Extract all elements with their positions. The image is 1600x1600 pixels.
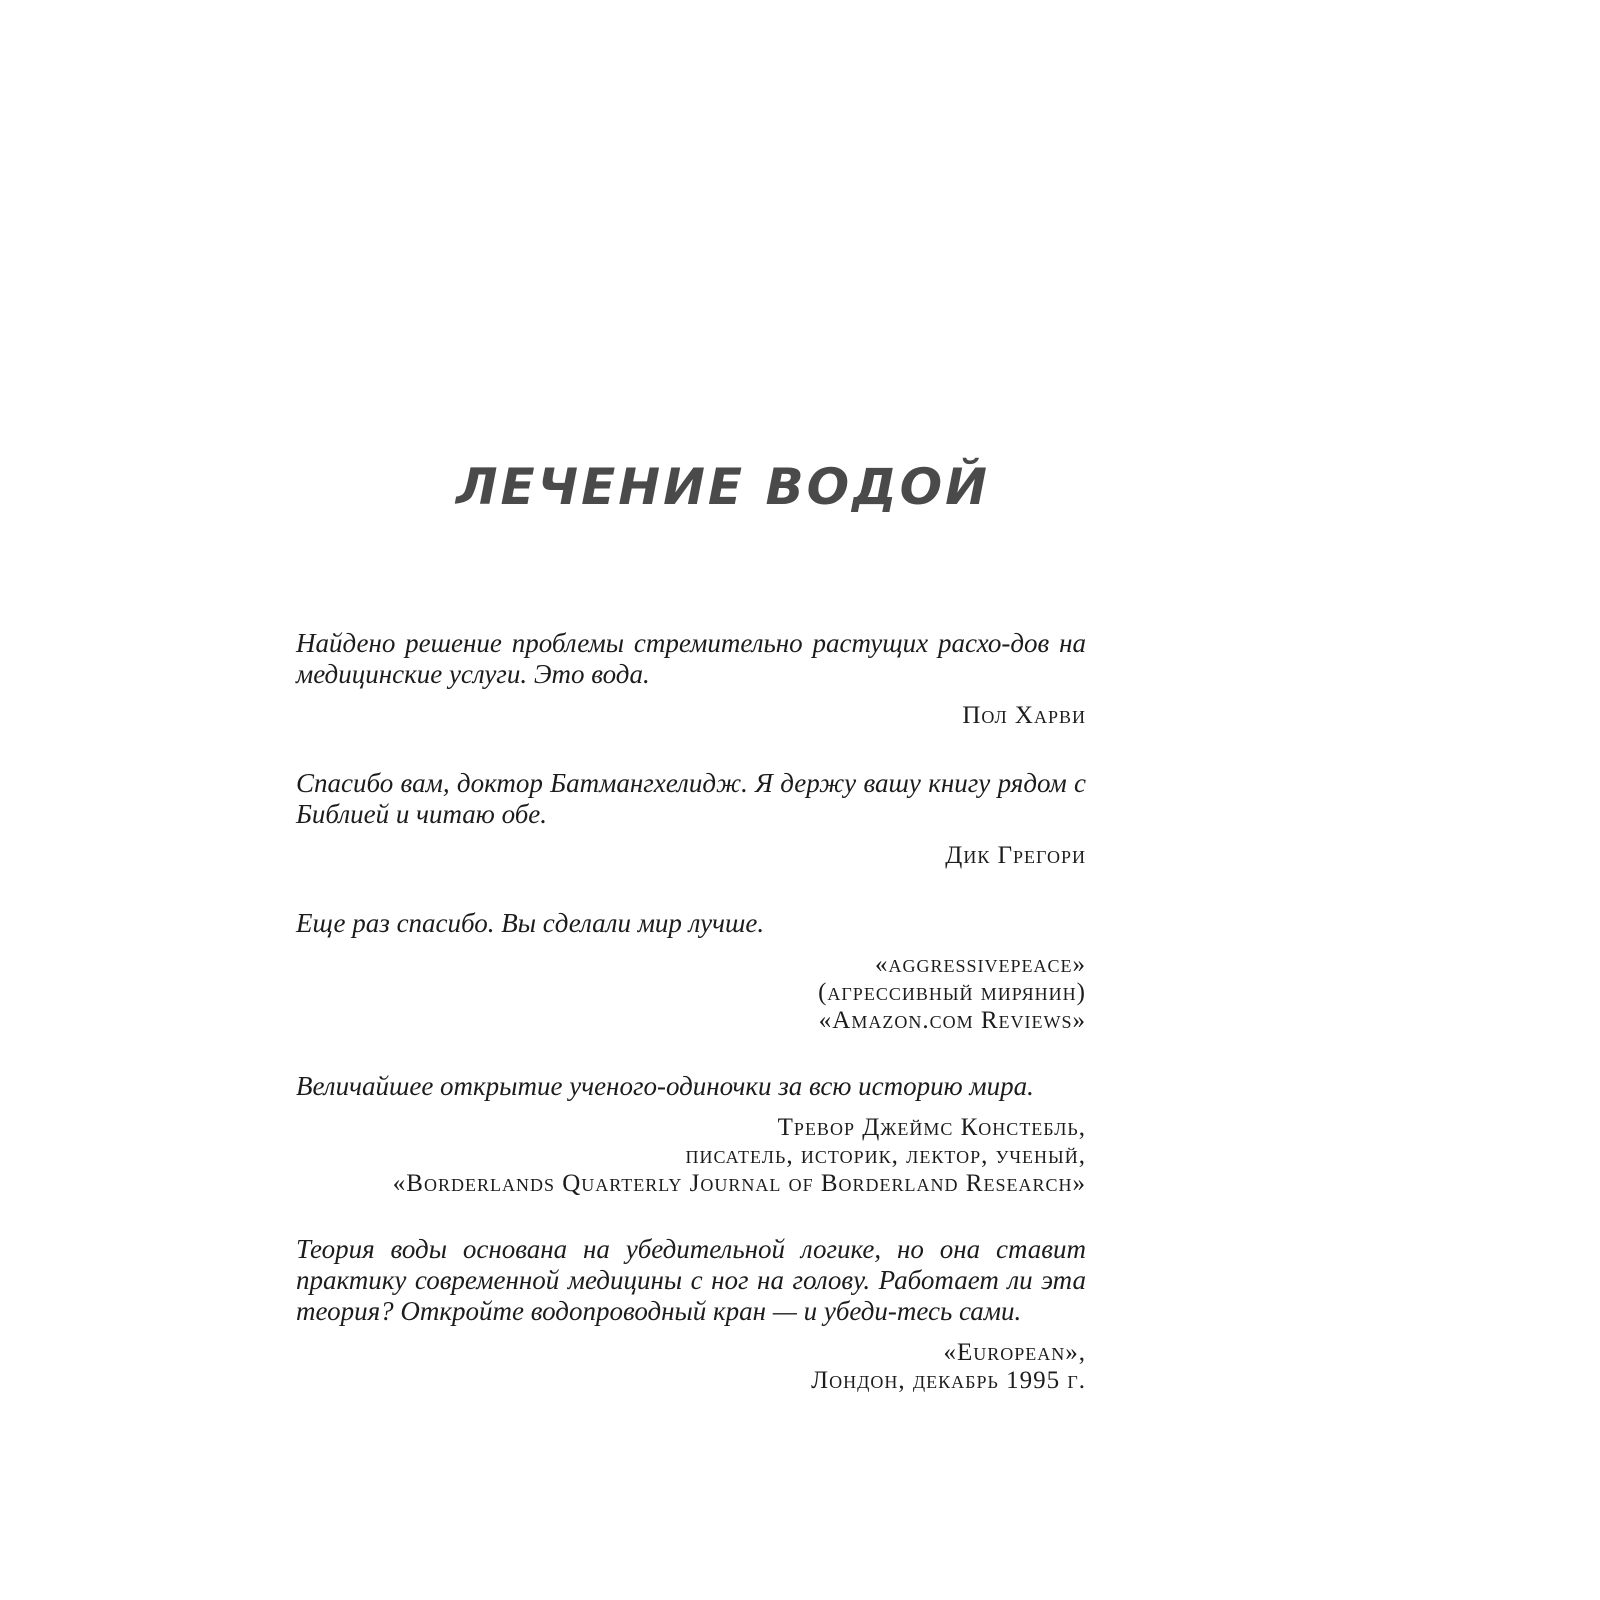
epigraph-list [296,628,1086,1395]
page-title: ЛЕЧЕНИЕ ВОДОЙ [456,458,990,516]
quote-attribution [296,1339,1086,1395]
attribution-line: «Borderlands Quarterly Journal of Borderland Research» [392,1170,1086,1197]
attribution-line: писатель, историк, лектор, ученый, [685,1142,1086,1169]
quote-text: Еще раз спасибо. Вы сделали мир лучше. [296,908,765,938]
epigraph-quote [296,1234,1086,1395]
attribution-line: Дик Грегори [945,842,1086,869]
epigraph-quote [296,1071,1086,1198]
epigraph-quote [296,908,1086,1035]
quote-text: Спасибо вам, доктор Батмангхелидж. Я держу вашу книгу рядом с Библией и читаю обе. [296,768,1086,829]
attribution-line: Пол Харви [962,702,1086,729]
attribution-line: Лондон, декабрь 1995 г. [811,1367,1086,1394]
quote-attribution [296,951,1086,1035]
quote-attribution [296,842,1086,870]
attribution-line: (агрессивный мирянин) [818,979,1086,1006]
quote-text: Найдено решение проблемы стремительно растущих расхо-дов на медицинские услуги. Это вода. [296,628,1086,689]
quote-attribution [296,702,1086,730]
epigraph-quote [296,768,1086,870]
epigraph-quote [296,628,1086,730]
attribution-line: «Amazon.com Reviews» [818,1007,1086,1034]
quote-attribution [296,1114,1086,1198]
quote-text: Величайшее открытие ученого-одиночки за всю историю мира. [296,1071,1034,1101]
attribution-line: «European», [943,1339,1086,1366]
attribution-line: Тревор Джеймс Констебль, [777,1114,1086,1141]
quote-text: Теория воды основана на убедительной логике, но она ставит практику современной медицины с ног на голову. Работает ли эта теория? Откройте водопроводный кран — и убеди-тесь сами. [296,1234,1086,1326]
attribution-line: «aggressivepeace» [874,951,1086,978]
